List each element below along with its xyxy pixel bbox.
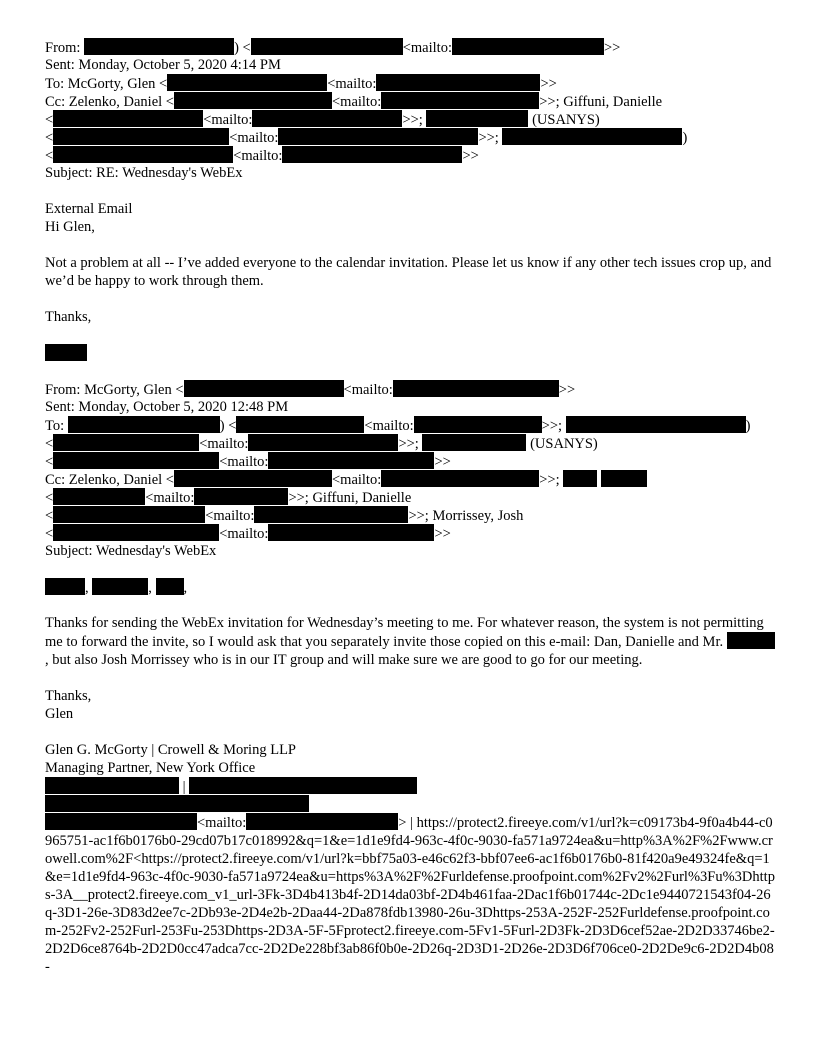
header1-cc-cont1: < <mailto: >>; (USANYS) [45,112,600,128]
redaction [45,777,179,794]
redaction [194,488,288,505]
header2-from: From: McGorty, Glen < <mailto: >> [45,382,576,398]
header2-cc-cont3: < <mailto: >> [45,526,451,542]
original-thanks: Thanks, [45,688,92,704]
header1-to: To: McGorty, Glen < <mailto: >> [45,76,557,92]
redaction [174,470,332,487]
signature-title: Managing Partner, New York Office [45,760,256,776]
reply-signature [45,344,775,362]
redaction [278,128,478,145]
external-email-banner: External Email [45,201,133,217]
redaction [601,470,647,487]
header2-cc-cont2: < <mailto: >>; Morrissey, Josh [45,508,524,524]
header2-sent: Sent: Monday, October 5, 2020 12:48 PM [45,399,289,415]
redaction [236,416,364,433]
redaction [414,416,542,433]
redaction [246,813,398,830]
redaction [563,470,597,487]
redaction [68,416,220,433]
signature-name: Glen G. McGorty | Crowell & Moring LLP [45,742,296,758]
header2-to-cont2: < <mailto: >> [45,454,451,470]
header2-subject: Subject: Wednesday's WebEx [45,543,217,559]
redaction [727,632,775,649]
signature-url[interactable]: <mailto: > | https://protect2.fireeye.com/v1/url?k=c09173b4-9f0a4b44-c0965751-ac1f6b0176b0-29cd07b17c018992&q=1&e=1d1e9fd4-963c-4f0c-9030-fa571a9724ea&u=http%3A%2F%2Fwww.crowell.com%2F<https://protect2.fireeye.com/v1/url?k=bbf75a03-e46c62f3-bbf07ee6-ac1f6b0176b0-81f420a9e49324fe&q=1&e=1d1e9fd4-963c-4f0c-9030-fa571a9724ea&u=https%3A%2F%2Furldefense.proofpoint.com%2Fv2%2Furl%3Fu%3Dhttps-3A__protect2.fireeye.com_v1_url-3Fk-3D4b413b4f-2D14da03bf-2D4b461faa-2Dac1f6b01744c-2Dc1e9440721543f04-26q-3D1-26e-3D83d2ee7c-2Db93e-2D4e2b-2Daa44-2Da878fdb13980-26u-3Dhttps-253A-252F-252Furldefense.proofpoint.com-252Fv2-252Furl-253Fu-253Dhttps-2D3A-5F-5Fprotect2.fireeye.com-5Fv1-5Furl-2D3Fk-2D3D6cef52ae-2D2D33746be2-2D2D6ce8764b-2D2D0cc47adca7cc-2D2De228bf3ab86f0b0e-2D26q-2D3D1-2D26e-2D3D6f706ce0-2D2De9c6-2D2D4b08- [45,815,775,975]
redaction [53,128,229,145]
original-name: Glen [45,706,74,722]
redaction [393,380,559,397]
redaction [45,344,87,361]
original-body: Thanks for sending the WebEx invitation for Wednesday’s meeting to me. For whatever reason, the system is not permitting me to forward the invite, so I would ask that you separately invite those copied on this e-mail: Dan, Danielle and Mr. , but also Josh Morrissey who is in our IT group and will make sure we are good to go for our meeting. [45,614,775,669]
header2-to: To: ) < <mailto: >>; ) [45,418,751,434]
redaction [156,578,184,595]
header1-subject: Subject: RE: Wednesday's WebEx [45,165,243,181]
redaction [566,416,746,433]
redaction [45,813,197,830]
header1-cc: Cc: Zelenko, Daniel < <mailto: >>; Giffuni, Danielle [45,94,663,110]
signature-address [45,795,775,813]
redaction [251,38,403,55]
redaction [53,110,203,127]
redaction [45,578,85,595]
redaction [184,380,344,397]
reply-body: Not a problem at all -- I’ve added everyone to the calendar invitation. Please let us know if any other tech issues crop up, and we’d be happy to work through them. [45,255,772,289]
redaction [53,452,219,469]
redaction [84,38,234,55]
redaction [268,524,434,541]
header1-from: From: ) < <mailto: >> [45,40,621,56]
redaction [53,506,205,523]
reply-greeting: Hi Glen, [45,219,95,235]
redaction [452,38,604,55]
email-document [45,38,775,976]
header2-cc: Cc: Zelenko, Daniel < <mailto: >>; [45,470,775,488]
redaction [376,74,540,91]
redaction [381,92,539,109]
header1-sent: Sent: Monday, October 5, 2020 4:14 PM [45,57,281,73]
redaction [53,434,199,451]
redaction [248,434,398,451]
signature-contact: | [45,777,775,795]
redaction [45,795,309,812]
redaction [502,128,682,145]
redaction [254,506,408,523]
redaction [53,146,233,163]
redaction [189,777,417,794]
redaction [92,578,148,595]
redaction [422,434,526,451]
redaction [282,146,462,163]
redaction [252,110,402,127]
original-salutation: , , , [45,578,775,596]
redaction [53,524,219,541]
redaction [381,470,539,487]
redaction [268,452,434,469]
redaction [174,92,332,109]
header1-cc-cont2: < <mailto: >>; ) [45,130,688,146]
redaction [426,110,528,127]
header2-to-cont1: < <mailto: >>; (USANYS) [45,436,598,452]
reply-thanks: Thanks, [45,309,92,325]
header2-cc-cont1: < <mailto: >>; Giffuni, Danielle [45,490,412,506]
redaction [167,74,327,91]
redaction [53,488,145,505]
header1-cc-cont3: < <mailto: >> [45,148,479,164]
